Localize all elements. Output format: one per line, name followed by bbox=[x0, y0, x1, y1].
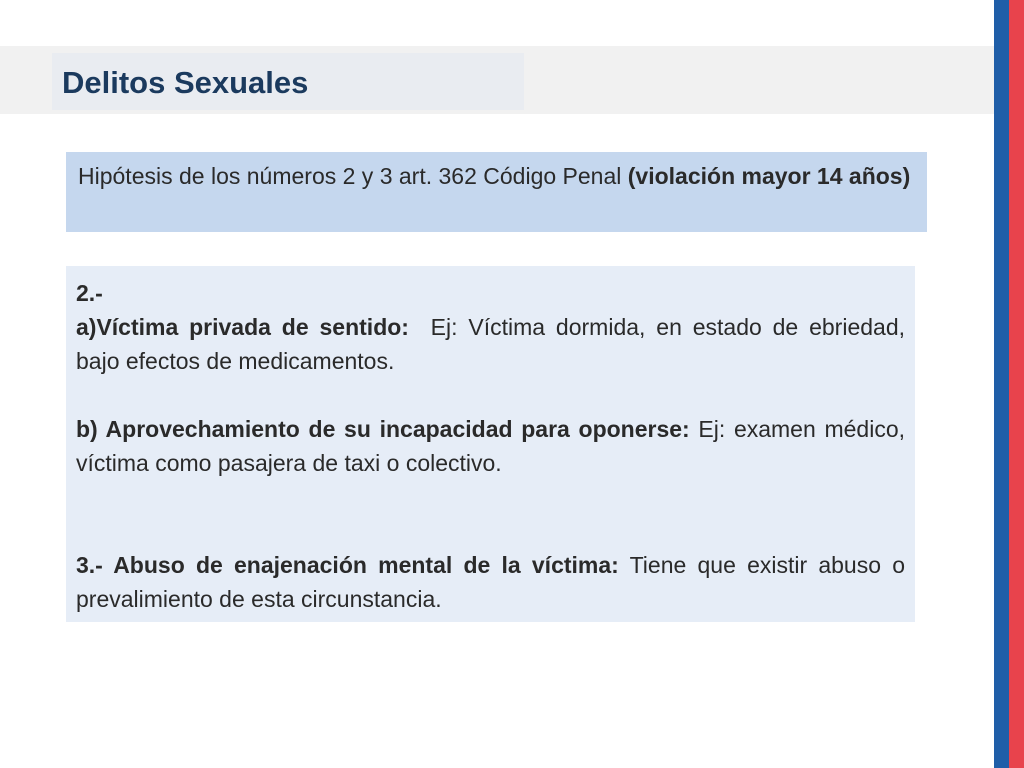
item-3 bbox=[76, 548, 905, 616]
item-3-text: Tiene que existir abuso o prevalimiento de esta circunstancia. bbox=[76, 552, 906, 612]
item-a-text: Ej: Víctima dormida, en estado de ebriedad, bajo efectos de medicamentos. bbox=[76, 314, 912, 374]
content-heading bbox=[76, 276, 905, 310]
slide-title: Delitos Sexuales bbox=[62, 65, 309, 100]
item-a-label: a)Víctima privada de sentido: bbox=[76, 314, 409, 340]
hypothesis-text: Hipótesis de los números 2 y 3 art. 362 Código Penal bbox=[78, 163, 628, 189]
content-box bbox=[66, 266, 915, 622]
side-stripe-blue bbox=[994, 0, 1009, 768]
side-stripe-red bbox=[1009, 0, 1024, 768]
item-3-label: 3.- Abuso de enajenación mental de la víctima: bbox=[76, 552, 619, 578]
content-heading-text: 2.- bbox=[76, 280, 103, 306]
hypothesis-bold-text: (violación mayor 14 años) bbox=[627, 163, 911, 189]
hypothesis-box bbox=[66, 152, 927, 232]
spacer bbox=[76, 378, 905, 412]
item-a bbox=[76, 310, 912, 378]
item-b-label: b) Aprovechamiento de su incapacidad para oponerse: bbox=[76, 416, 690, 442]
item-b-text: Ej: examen médico, víctima como pasajera de taxi o colectivo. bbox=[76, 416, 906, 476]
item-b bbox=[76, 412, 905, 480]
spacer bbox=[76, 480, 905, 548]
